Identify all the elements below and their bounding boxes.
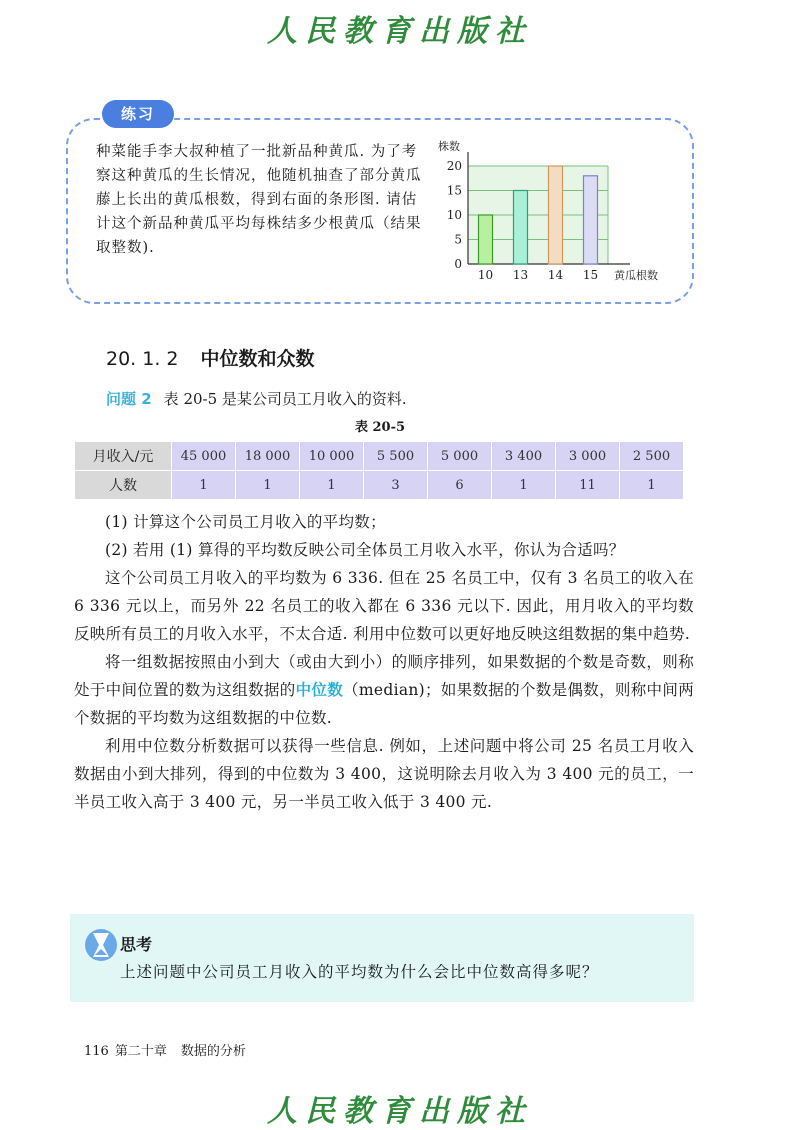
page-number: 116	[84, 1044, 109, 1059]
bar	[584, 176, 598, 264]
page-footer	[84, 1040, 246, 1059]
chapter-label: 第二十章	[114, 1044, 167, 1059]
bar	[514, 191, 528, 265]
table-cell: 5 500	[364, 442, 428, 471]
paragraph-2-b: （median)；如果数据的个数是偶数，则称中间两个数据的平均数为这组数据的中位数.	[74, 681, 694, 727]
paragraph-2-a: 将一组数据按照由小到大（或由大到小）的顺序排列，如果数据的个数是奇数，则称处于中间位置的数为这组数据的	[74, 653, 694, 699]
y-tick-label: 15	[446, 183, 462, 198]
y-tick-label: 20	[446, 159, 462, 173]
table-cell: 3	[364, 471, 428, 500]
table-cell: 1	[300, 471, 364, 500]
table-row	[75, 442, 684, 471]
y-tick-label: 5	[454, 232, 462, 247]
table-cell: 1	[620, 471, 684, 500]
question-2: (2) 若用 (1) 算得的平均数反映公司全体员工月收入水平，你认为合适吗？	[105, 541, 625, 559]
question-1: (1) 计算这个公司员工月收入的平均数；	[105, 513, 386, 531]
section-title	[106, 344, 315, 371]
exercise-tag: 练习	[102, 100, 174, 128]
table-cell: 6	[428, 471, 492, 500]
chapter-title: 数据的分析	[180, 1044, 246, 1059]
problem-line	[106, 388, 407, 409]
table-cell: 5 000	[428, 442, 492, 471]
problem-label: 问题 2	[106, 390, 152, 408]
table-cell: 45 000	[172, 442, 236, 471]
table-cell: 18 000	[236, 442, 300, 471]
publisher-footer: 人民教育出版社	[267, 1094, 533, 1129]
table-cell: 3 000	[556, 442, 620, 471]
y-tick-label: 10	[446, 208, 462, 222]
income-table	[74, 441, 684, 500]
table-row	[75, 471, 684, 500]
x-tick-label: 13	[512, 268, 529, 282]
y-tick-label: 0	[454, 257, 462, 271]
x-axis-label: 黄瓜根数	[614, 269, 658, 282]
x-tick-label: 15	[582, 268, 599, 282]
table-cell: 1	[492, 471, 556, 500]
table-cell: 1	[236, 471, 300, 500]
y-axis-label: 株数	[438, 140, 460, 153]
section-number: 20. 1. 2	[106, 348, 179, 370]
think-box	[70, 914, 694, 1002]
bar	[479, 215, 493, 264]
table-header-income: 月收入/元	[75, 442, 172, 471]
table-cell: 2 500	[620, 442, 684, 471]
table-cell: 1	[172, 471, 236, 500]
body-text	[74, 508, 694, 816]
publisher-header: 人民教育出版社	[267, 14, 533, 49]
paragraph-2	[74, 648, 694, 732]
table-cell: 11	[556, 471, 620, 500]
x-tick-label: 14	[547, 268, 564, 282]
paragraph-3: 利用中位数分析数据可以获得一些信息. 例如，上述问题中将公司 25 名员工月收入数据由小到大排列，得到的中位数为 3 400，这说明除去月收入为 3 400 元的员工，一半员工收入高于 3 400 元，另一半员工收入低于 3 400 元.	[74, 737, 694, 811]
problem-text: 表 20-5 是某公司员工月收入的资料.	[163, 390, 407, 408]
think-question: 上述问题中公司员工月收入的平均数为什么会比中位数高得多呢？	[120, 963, 599, 981]
paragraph-1: 这个公司员工月收入的平均数为 6 336. 但在 25 名员工中，仅有 3 名员工的收入在 6 336 元以上，而另外 22 名员工的收入都在 6 336 元以下. 因此，用月收入的平均数反映所有员工的月收入水平，不太合适. 利用中位数可以更好地反映这组数据的集中趋势.	[74, 569, 694, 643]
term-median: 中位数	[295, 681, 344, 699]
table-header-count: 人数	[75, 471, 172, 500]
hourglass-icon	[84, 925, 118, 965]
cucumber-bar-chart	[432, 136, 682, 286]
table-cell: 10 000	[300, 442, 364, 471]
think-title: 思考	[120, 935, 153, 954]
table-cell: 3 400	[492, 442, 556, 471]
table-caption: 表 20-5	[354, 420, 406, 435]
x-tick-label: 10	[477, 268, 494, 282]
section-heading: 中位数和众数	[200, 348, 315, 370]
bar	[549, 166, 563, 264]
exercise-text: 种菜能手李大叔种植了一批新品种黄瓜. 为了考察这种黄瓜的生长情况，他随机抽查了部分黄瓜藤上长出的黄瓜根数，得到右面的条形图. 请估计这个新品种黄瓜平均每株结多少根黄瓜（结果取整数).	[96, 144, 422, 256]
